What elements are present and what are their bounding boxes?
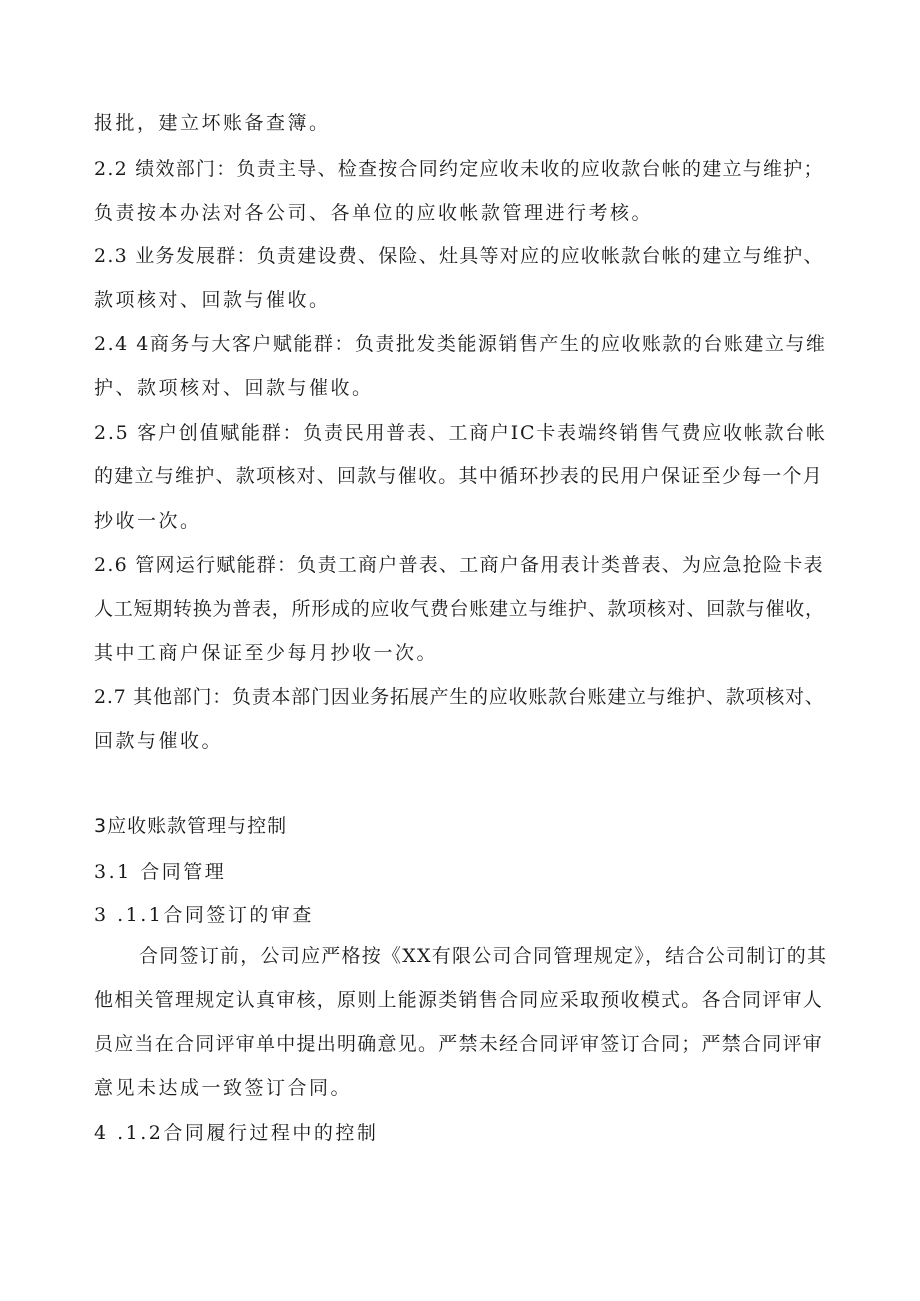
text-line: 2.4 4商务与大客户赋能群：负责批发类能源销售产生的应收账款的台账建立与维 <box>94 333 827 355</box>
text-line: 回款与催收。 <box>94 730 224 752</box>
subsection-heading: 3.1 合同管理 <box>94 861 227 883</box>
text-line: 的建立与维护、款项核对、回款与催收。其中循环抄表的民用户保证至少每一个月 <box>94 465 824 487</box>
text-line: 意见未达成一致签订合同。 <box>94 1077 353 1099</box>
text-line: 员应当在合同评审单中提出明确意见。严禁未经合同评审签订合同；严禁合同评审 <box>94 1033 824 1055</box>
text-line: 负责按本办法对各公司、各单位的应收帐款管理进行考核。 <box>94 202 654 224</box>
text-line: 护、款项核对、回款与催收。 <box>94 377 374 399</box>
text-line: 合同签订前，公司应严格按《XX有限公司合同管理规定》，结合公司制订的其 <box>139 945 828 967</box>
text-line: 2.2 绩效部门：负责主导、检查按合同约定应收未收的应收款台帐的建立与维护； <box>94 158 824 180</box>
text-line: 2.5 客户创值赋能群：负责民用普表、工商户IC卡表端终销售气费应收帐款台帐 <box>94 422 827 444</box>
text-line: 抄收一次。 <box>94 510 202 532</box>
text-line: 2.3 业务发展群：负责建设费、保险、灶具等对应的应收帐款台帐的建立与维护、 <box>94 245 824 267</box>
section-heading: 3应收账款管理与控制 <box>94 815 288 837</box>
text-line: 报批，建立坏账备查簿。 <box>94 112 331 134</box>
subsection-heading: 3 .1.1合同签订的审查 <box>94 904 314 926</box>
text-line: 人工短期转换为普表，所形成的应收气费台账建立与维护、款项核对、回款与催收， <box>94 598 825 620</box>
text-line: 款项核对、回款与催收。 <box>94 289 331 311</box>
text-line: 2.6 管网运行赋能群：负责工商户普表、工商户备用表计类普表、为应急抢险卡表 <box>94 554 824 576</box>
text-line: 2.7 其他部门：负责本部门因业务拓展产生的应收账款台账建立与维护、款项核对、 <box>94 686 825 708</box>
subsection-heading: 4 .1.2合同履行过程中的控制 <box>94 1122 379 1144</box>
text-line: 其中工商户保证至少每月抄收一次。 <box>94 642 439 664</box>
text-line: 他相关管理规定认真审核，原则上能源类销售合同应采取预收模式。各合同评审人 <box>94 989 824 1011</box>
